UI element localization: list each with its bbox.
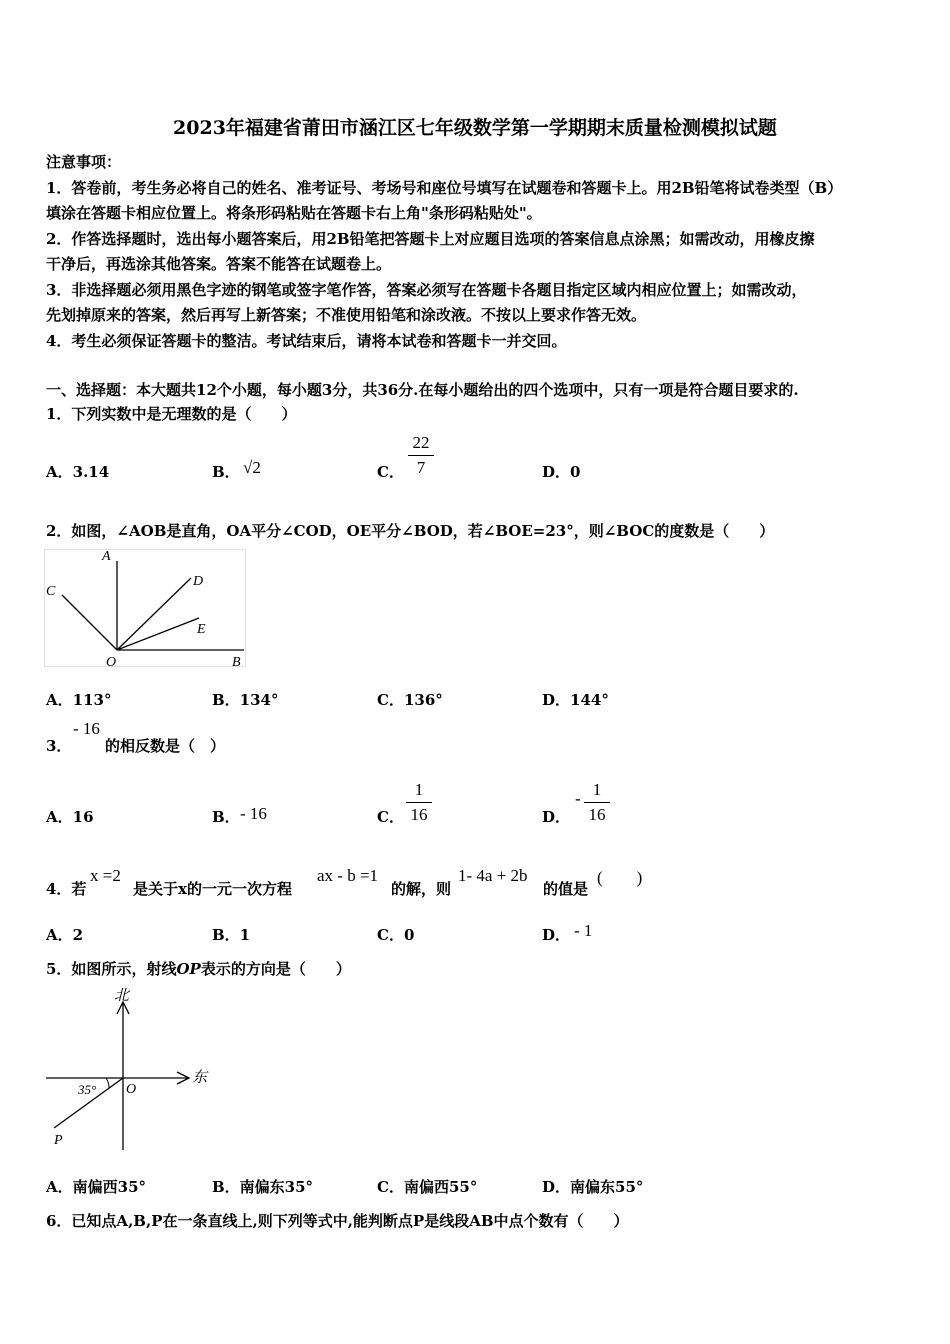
fraction-numerator: 1 (414, 780, 424, 799)
q5-option-c: C．南偏西55° (377, 1178, 478, 1196)
q1-option-b-math: √2 (243, 458, 261, 477)
ray-od (117, 578, 191, 650)
q4-option-d-math: - 1 (574, 921, 593, 940)
question-4-part: 4．若 (46, 880, 87, 898)
q2-option-d: D．144° (542, 691, 609, 709)
label-o: O (126, 1082, 137, 1097)
fraction-numerator: 1 (592, 780, 602, 799)
q3-option-b-math: - 16 (240, 804, 267, 823)
label-angle: 35° (78, 1082, 97, 1097)
q1-option-d: D．0 (542, 463, 581, 481)
question-4-part: 是关于x的一元一次方程 (133, 880, 292, 898)
q3-option-c-fraction (406, 780, 432, 825)
q4-option-d-label: D． (542, 926, 571, 944)
q3-option-d-label: D． (542, 808, 571, 826)
q5-option-a: A．南偏西35° (46, 1178, 147, 1196)
notice-line: 1．答卷前，考生务必将自己的姓名、准考证号、考场号和座位号填写在试题卷和答题卡上。用2B铅笔将试卷类型（B） (46, 179, 843, 197)
question-4-part: 的值是 (543, 880, 589, 898)
fraction-denominator: 16 (410, 805, 428, 824)
q2-option-a: A．113° (46, 691, 112, 709)
ray-oe (117, 618, 199, 650)
notice-line: 填涂在答题卡相应位置上。将条形码粘贴在答题卡右上角"条形码粘贴处"。 (46, 204, 542, 222)
q4-option-c: C．0 (377, 926, 415, 944)
q3-math: - 16 (73, 719, 100, 738)
question-4-part: 的解，则 (391, 880, 452, 898)
fraction-numerator: 22 (412, 433, 430, 452)
ray-oc (62, 595, 117, 650)
q4-math-equation: ax - b =1 (317, 866, 379, 885)
question-1-stem: 1．下列实数中是无理数的是（ ） (46, 405, 297, 423)
notice-line: 2．作答选择题时，选出每小题答案后，用2B铅笔把答题卡上对应题目选项的答案信息点涂黑；如需改动，用橡皮擦 (46, 230, 815, 248)
q5-stem-pre: 5．如图所示，射线 (46, 960, 177, 978)
notice-line: 干净后，再选涂其他答案。答案不能答在试题卷上。 (46, 255, 392, 273)
q2-option-c: C．136° (377, 691, 443, 709)
question-3-stem: 的相反数是（ ） (105, 737, 226, 755)
q4-math-blank: ( ) (597, 868, 643, 887)
question-6-stem: 6．已知点A,B,P在一条直线上,则下列等式中,能判断点P是线段AB中点个数有（ ） (46, 1212, 629, 1230)
label-e: E (197, 622, 206, 637)
q4-math-x: x =2 (90, 866, 121, 885)
q3-option-d-sign: - (575, 789, 581, 808)
direction-figure (44, 982, 214, 1152)
q3-option-a: A．16 (46, 808, 94, 826)
q5-stem-post: 表示的方向是（ ） (200, 960, 351, 978)
q1-option-c-label: C． (377, 463, 404, 481)
angle-figure (44, 545, 250, 671)
notice-line: 先划掉原来的答案，然后再写上新答案；不准使用铅笔和涂改液。不按以上要求作答无效。 (46, 306, 647, 324)
label-p: P (54, 1133, 63, 1148)
notice-line: 4．考生必须保证答题卡的整洁。考试结束后，请将本试卷和答题卡一并交回。 (46, 332, 567, 350)
q3-option-d-fraction (584, 780, 610, 825)
fraction-bar (406, 802, 432, 803)
q5-option-b: B．南偏东35° (212, 1178, 314, 1196)
angle-arc (106, 1078, 109, 1088)
page-title: 2023年福建省莆田市涵江区七年级数学第一学期期末质量检测模拟试题 (173, 117, 777, 139)
q3-option-b-label: B． (212, 808, 240, 826)
label-a: A (102, 549, 111, 564)
section-heading: 一、选择题：本大题共12个小题，每小题3分，共36分.在每小题给出的四个选项中，只有一项是符合题目要求的. (46, 381, 799, 399)
question-5-stem (46, 958, 351, 979)
label-north: 北 (114, 988, 130, 1004)
question-2-stem: 2．如图，∠AOB是直角，OA平分∠COD，OE平分∠BOD，若∠BOE=23°，则∠BOC的度数是（ ） (46, 522, 775, 540)
q4-option-b: B．1 (212, 926, 251, 944)
label-o: O (106, 655, 117, 670)
q5-stem-op: OP (176, 960, 201, 978)
question-3-number: 3． (46, 737, 72, 755)
notice-heading: 注意事项： (46, 153, 122, 171)
label-east: 东 (192, 1070, 208, 1086)
q1-option-b-label: B． (212, 463, 240, 481)
label-d: D (193, 574, 204, 589)
label-c: C (46, 584, 56, 599)
q1-option-c-fraction (408, 433, 434, 478)
notice-line: 3．非选择题必须用黑色字迹的钢笔或签字笔作答，答案必须写在答题卡各题目指定区域内相应位置上；如需改动， (46, 281, 807, 299)
q4-option-a: A．2 (46, 926, 84, 944)
q1-option-a: A．3.14 (46, 463, 110, 481)
fraction-bar (408, 455, 434, 456)
label-b: B (232, 655, 241, 670)
q4-math-expression: 1- 4a + 2b (458, 866, 528, 885)
q5-option-d: D．南偏东55° (542, 1178, 644, 1196)
fraction-denominator: 16 (588, 805, 606, 824)
fraction-denominator: 7 (416, 458, 426, 477)
q3-option-c-label: C． (377, 808, 404, 826)
q2-option-b: B．134° (212, 691, 279, 709)
fraction-bar (584, 802, 610, 803)
